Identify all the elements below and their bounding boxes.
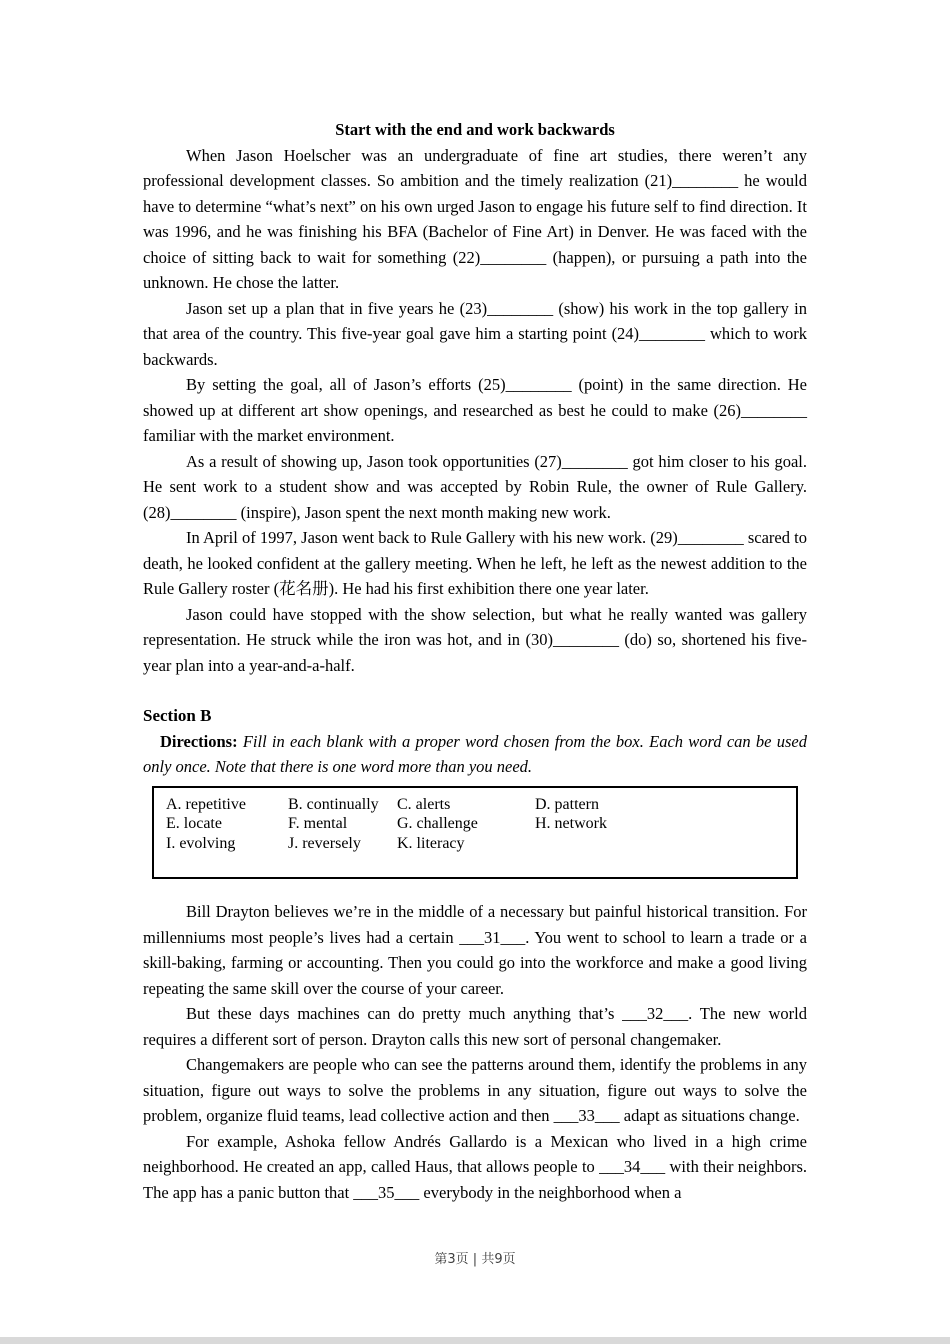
word-option-h: H. network (535, 815, 607, 832)
word-option-d: D. pattern (535, 795, 599, 813)
word-option-j: J. reversely (288, 834, 361, 852)
word-bank-row (166, 795, 796, 815)
directions-text: Fill in each blank with a proper word chosen from the box. Each word can be used only once. Note that there is one word more than you need. (143, 731, 807, 776)
spacer (143, 879, 807, 899)
paragraph: Bill Drayton believes we’re in the middle of a necessary but painful historical transition. For millenniums most people’s lives had a certain ___31___. You went to school to learn a trade or a skill-baking, farming or accounting. Then you could go into the workforce and make a good living repeating the same skill over the course of your career. (143, 902, 807, 998)
word-option-k: K. literacy (397, 834, 465, 852)
word-option-a: A. repetitive (166, 795, 246, 813)
word-option-b: B. continually (288, 795, 379, 813)
directions (143, 729, 807, 780)
paragraph: As a result of showing up, Jason took opportunities (27)________ got him closer to his goal. He sent work to a student show and was accepted by Robin Rule, the owner of Rule Gallery. (28)________ (inspire), Jason spent the next month making new work. (143, 451, 807, 522)
page-footer: 第3页 | 共9页 (434, 1252, 516, 1267)
word-option-c: C. alerts (397, 795, 451, 813)
word-option-i: I. evolving (166, 834, 236, 852)
paragraph: By setting the goal, all of Jason’s efforts (25)________ (point) in the same direction. He showed up at different art show openings, and researched as best he could to make (26)________ familiar with the market environment. (143, 375, 807, 445)
paragraph: But these days machines can do pretty much anything that’s ___32___. The new world requires a different sort of person. Drayton calls this new sort of personal changemaker. (143, 1004, 807, 1049)
paragraph: Jason set up a plan that in five years he (23)________ (show) his work in the top gallery in that area of the country. This five-year goal gave him a starting point (24)________ which to work backwards. (143, 298, 807, 369)
paragraph: Changemakers are people who can see the patterns around them, identify the problems in any situation, figure out ways to solve the problems in any situation, figure out ways to solve the problem, organize fluid teams, lead collective action and then ___33___ adapt as situations change. (143, 1055, 807, 1125)
passage1-body (143, 143, 807, 679)
word-option-g: G. challenge (397, 815, 478, 832)
word-option-empty (535, 834, 796, 854)
paragraph: For example, Ashoka fellow Andrés Gallardo is a Mexican who lived in a high crime neighborhood. He created an app, called Haus, that allows people to ___34___ with their neighbors. The app has a panic button that ___35___ everybody in the neighborhood when a (143, 1131, 807, 1202)
section-b-heading: Section B (143, 706, 212, 725)
paragraph: In April of 1997, Jason went back to Rule Gallery with his new work. (29)________ scared to death, he looked confident at the gallery meeting. When he left, he left as the newest addition to the Rule Gallery roster (花名册). He had his first exhibition there one year later. (143, 528, 807, 598)
word-bank-row (166, 814, 796, 834)
word-bank-box (152, 786, 798, 880)
directions-label: Directions: (160, 731, 238, 751)
passage-title: Start with the end and work backwards (335, 120, 615, 139)
word-option-e: E. locate (166, 815, 222, 832)
word-bank-row (166, 834, 796, 854)
paragraph: Jason could have stopped with the show selection, but what he really wanted was gallery representation. He struck while the iron was hot, and in (30)________ (do) so, shortened his five-year plan into a year-and-a-half. (143, 604, 807, 675)
paragraph: When Jason Hoelscher was an undergraduate of fine art studies, there weren’t any professional development classes. So ambition and the timely realization (21)________ he would have to determine “what’s next” on his own urged Jason to engage his future self to find direction. It was 1996, and he was finishing his BFA (Bachelor of Fine Art) in Denver. He was faced with the choice of sitting back to wait for something (22)________ (happen), or pursuing a path into the unknown. He chose the latter. (143, 145, 807, 292)
word-option-f: F. mental (288, 815, 348, 832)
passage2-body (143, 899, 807, 1205)
